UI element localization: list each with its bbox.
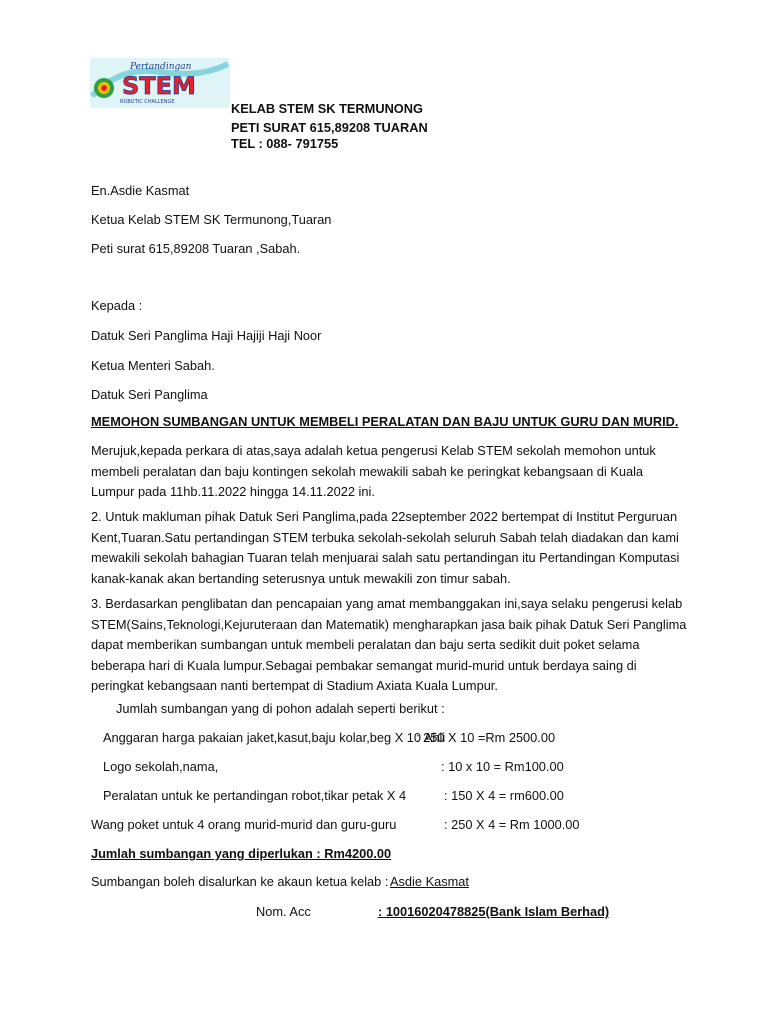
paragraph-2-line: mewakili sekolah bahagian Tuaran telah menjuarai salah satu pertandingan itu Pertandingan Komputasi <box>91 550 680 565</box>
header-club-name: KELAB STEM SK TERMUNONG <box>231 101 423 116</box>
stem-logo-graphic <box>90 58 230 108</box>
paragraph-2 <box>91 507 691 589</box>
recipient-salutation: Datuk Seri Panglima <box>91 387 208 402</box>
recipient-title: Ketua Menteri Sabah. <box>91 358 215 373</box>
budget-item-desc: Peralatan untuk ke pertandingan robot,tikar petak X 4 <box>103 788 407 803</box>
paragraph-2-line: 2. Untuk makluman pihak Datuk Seri Panglima,pada 22september 2022 bertempat di Institut Perguruan <box>91 509 678 524</box>
sender-name: En.Asdie Kasmat <box>91 183 190 198</box>
paragraph-3-line: dapat memberikan sumbangan untuk membeli peralatan dan baju serta sedikit duit poket selama <box>91 637 640 652</box>
paragraph-1-line: Lumpur pada 11hb.11.2022 hingga 14.11.2022 ini. <box>91 484 375 499</box>
paragraph-1-line: membeli peralatan dan baju kontingen sekolah mewakili sabah ke peringkat kebangsaan di Kuala <box>91 463 644 479</box>
account-label: Sumbangan boleh disalurkan ke akaun ketua kelab : <box>91 874 389 889</box>
logo-sub-text: ROBOTIC CHALLENGE <box>120 99 175 105</box>
budget-item-calc: : 10 x 10 = Rm100.00 <box>441 759 564 774</box>
header-phone: TEL : 088- 791755 <box>231 136 339 151</box>
paragraph-3-line: 3. Berdasarkan penglibatan dan pencapaian yang amat membanggakan ini,saya selaku pengerusi kelab <box>91 596 683 611</box>
paragraph-3-line: peringkat kebangsaan nanti bertempat di Stadium Axiata Kuala Lumpur. <box>91 678 498 693</box>
paragraph-2-line: Kent,Tuaran.Satu pertandingan STEM terbuka sekolah-sekolah seluruh Sabah telah diadakan dan kami <box>91 529 679 545</box>
stem-logo <box>90 58 230 108</box>
paragraph-1 <box>91 441 691 503</box>
recipient-kepada: Kepada : <box>91 298 143 313</box>
paragraph-3-line: STEM(Sains,Teknologi,Kejuruteraan dan Matematik) mengharapkan jasa baik pihak Datuk Seri Panglima <box>91 616 687 632</box>
header-address: PETI SURAT 615,89208 TUARAN <box>231 120 428 135</box>
budget-item-desc: Wang poket untuk 4 orang murid-murid dan guru-guru <box>91 817 397 832</box>
budget-item-desc: Logo sekolah,nama, <box>103 759 219 774</box>
budget-intro: Jumlah sumbangan yang di pohon adalah seperti berikut : <box>116 701 445 716</box>
letter-subject: MEMOHON SUMBANGAN UNTUK MEMBELI PERALATAN DAN BAJU UNTUK GURU DAN MURID. <box>91 414 679 429</box>
logo-script-text: Pertandingan <box>130 62 192 72</box>
account-holder: Asdie Kasmat <box>390 874 469 889</box>
paragraph-3 <box>91 594 691 697</box>
paragraph-1-line: Merujuk,kepada perkara di atas,saya adalah ketua pengerusi Kelab STEM sekolah memohon untuk <box>91 443 656 458</box>
budget-item-calc: : 250 X 4 = Rm 1000.00 <box>444 817 580 832</box>
recipient-name: Datuk Seri Panglima Haji Hajiji Haji Noor <box>91 328 322 343</box>
logo-main-text: STEM <box>122 72 196 100</box>
budget-total: Jumlah sumbangan yang diperlukan : Rm4200.00 <box>91 846 392 861</box>
budget-item-calc: : 150 X 4 = rm600.00 <box>444 788 564 803</box>
sender-title: Ketua Kelab STEM SK Termunong,Tuaran <box>91 212 332 227</box>
paragraph-2-line: kanak-kanak akan bertanding seterusnya untuk mewakili zon timur sabah. <box>91 570 511 586</box>
account-number-label: Nom. Acc <box>256 904 311 919</box>
account-number: : 10016020478825(Bank Islam Berhad) <box>378 904 610 919</box>
paragraph-3-line: beberapa hari di Kuala lumpur.Sebagai pembakar semangat murid-murid untuk berdaya saing di <box>91 657 637 673</box>
budget-item-calc: : 250 X 10 =Rm 2500.00 <box>416 730 556 745</box>
budget-item-desc: Anggaran harga pakaian jaket,kasut,baju kolar,beg X 10 Ahli <box>103 730 446 745</box>
sender-address: Peti surat 615,89208 Tuaran ,Sabah. <box>91 241 301 256</box>
